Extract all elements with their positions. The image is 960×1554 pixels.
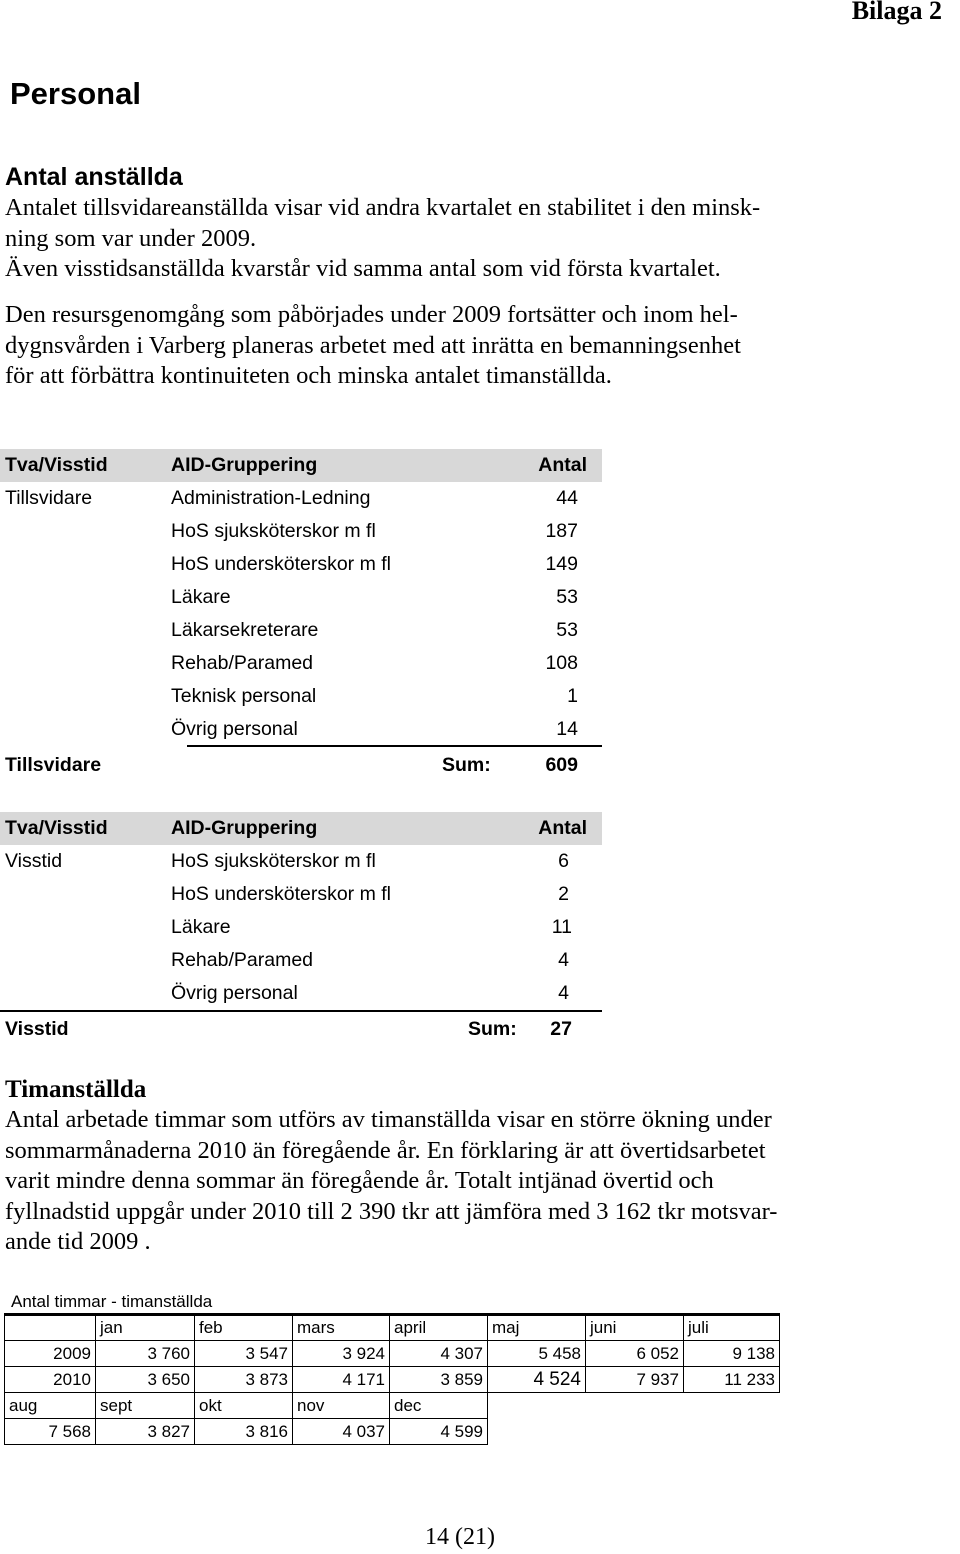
cell-group: Rehab/Paramed xyxy=(171,652,314,674)
cell-count: 4 xyxy=(558,982,569,1004)
cell-group: Läkarsekreterare xyxy=(171,619,319,641)
empty-cell xyxy=(684,1419,780,1445)
table-cell: 5 458 xyxy=(488,1341,586,1367)
sum-group-label: Tillsvidare xyxy=(5,754,102,776)
paragraph-resource-review xyxy=(5,300,741,392)
table-cell: maj xyxy=(488,1315,586,1341)
table-cell: 7 568 xyxy=(5,1419,96,1445)
page-number: 14 (21) xyxy=(425,1524,495,1550)
sum-group-label: Visstid xyxy=(5,1018,69,1040)
table-cell: aug xyxy=(5,1393,96,1419)
paragraph-line: sommarmånaderna 2010 än föregående år. En förklaring är att övertidsarbetet xyxy=(5,1136,766,1164)
page-title: Personal xyxy=(10,76,141,111)
table-row xyxy=(0,482,602,515)
cell-group: HoS sjuksköterskor m fl xyxy=(171,850,376,872)
empty-cell xyxy=(586,1419,684,1445)
cell-count: 6 xyxy=(558,850,569,872)
table-row xyxy=(5,1367,780,1393)
table-cell: 4 171 xyxy=(293,1367,390,1393)
cell-count: 14 xyxy=(556,718,578,740)
table-row xyxy=(0,515,602,548)
table-row xyxy=(0,614,602,647)
cell-group: HoS undersköterskor m fl xyxy=(171,883,391,905)
cell-group: Teknisk personal xyxy=(171,685,317,707)
table-cell: sept xyxy=(96,1393,195,1419)
paragraph-line: ning som var under 2009. xyxy=(5,224,257,252)
paragraph-line: varit mindre denna sommar än föregående år. Totalt intjänad övertid och xyxy=(5,1167,714,1194)
section-heading-timanstallda: Timanställda xyxy=(5,1076,147,1103)
cell-group: Läkare xyxy=(171,586,231,608)
paragraph-line: Den resursgenomgång som påbörjades under 2009 fortsätter och inom hel- xyxy=(5,301,738,328)
table-cell: 3 859 xyxy=(390,1367,488,1393)
cell-group: Läkare xyxy=(171,916,231,938)
tillsvidare-table xyxy=(0,449,602,776)
paragraph-line: ande tid 2009 . xyxy=(5,1228,151,1255)
empty-cell xyxy=(488,1419,586,1445)
header-type: Tva/Visstid xyxy=(5,817,108,839)
table-cell: 11 233 xyxy=(684,1367,780,1393)
sum-row xyxy=(0,749,602,782)
cell-count: 108 xyxy=(545,652,578,674)
table-cell: 3 650 xyxy=(96,1367,195,1393)
table-cell: 6 052 xyxy=(586,1341,684,1367)
cell-type: Visstid xyxy=(5,850,63,872)
table-row xyxy=(5,1315,780,1341)
cell-count: 53 xyxy=(556,586,578,608)
table-cell: 4 599 xyxy=(390,1419,488,1445)
table-row xyxy=(0,581,602,614)
table-row xyxy=(5,1393,780,1419)
table-cell: 3 547 xyxy=(195,1341,293,1367)
cell-count: 2 xyxy=(558,883,569,905)
table-cell xyxy=(5,1315,96,1341)
table-cell: dec xyxy=(390,1393,488,1419)
table-row xyxy=(0,548,602,581)
hours-table-caption: Antal timmar - timanställda xyxy=(11,1292,213,1311)
cell-count: 149 xyxy=(545,553,578,575)
cell-group: HoS undersköterskor m fl xyxy=(171,553,391,575)
table-cell: 3 827 xyxy=(96,1419,195,1445)
sum-divider xyxy=(187,745,602,747)
cell-count: 187 xyxy=(545,520,578,542)
table-cell: mars xyxy=(293,1315,390,1341)
sum-row xyxy=(0,1013,602,1046)
sum-value: 27 xyxy=(550,1018,572,1040)
cell-count: 1 xyxy=(567,685,578,707)
header-type: Tva/Visstid xyxy=(5,454,108,476)
table-row xyxy=(0,878,602,911)
table-header-row xyxy=(0,812,602,845)
empty-cell xyxy=(488,1393,586,1419)
table-cell: jan xyxy=(96,1315,195,1341)
paragraph-stability xyxy=(5,193,760,285)
cell-group: HoS sjuksköterskor m fl xyxy=(171,520,376,542)
table-row xyxy=(0,647,602,680)
table-row xyxy=(0,911,602,944)
cell-type: Tillsvidare xyxy=(5,487,93,509)
table-cell: april xyxy=(390,1315,488,1341)
cell-group: Övrig personal xyxy=(171,718,298,740)
sum-divider xyxy=(0,1010,602,1012)
empty-cell xyxy=(684,1393,780,1419)
table-cell: 7 937 xyxy=(586,1367,684,1393)
table-cell: 2010 xyxy=(5,1367,96,1393)
table-row xyxy=(0,713,602,746)
table-cell: 9 138 xyxy=(684,1341,780,1367)
paragraph-line: Antal arbetade timmar som utförs av timanställda visar en större ökning under xyxy=(5,1106,772,1133)
table-row xyxy=(5,1341,780,1367)
sum-label: Sum: xyxy=(468,1018,517,1040)
table-cell: 4 037 xyxy=(293,1419,390,1445)
table-cell: juni xyxy=(586,1315,684,1341)
sum-value: 609 xyxy=(545,754,578,776)
table-row xyxy=(5,1419,780,1445)
paragraph-hourly-staff xyxy=(5,1105,777,1258)
table-cell: nov xyxy=(293,1393,390,1419)
paragraph-line: fyllnadstid uppgår under 2010 till 2 390 tkr att jämföra med 3 162 tkr motsvar- xyxy=(5,1197,778,1225)
cell-group: Övrig personal xyxy=(171,982,298,1004)
appendix-label: Bilaga 2 xyxy=(851,0,942,25)
cell-count: 53 xyxy=(556,619,578,641)
section-heading-antal-anstallda: Antal anställda xyxy=(5,163,183,191)
paragraph-line: Även visstidsanställda kvarstår vid samma antal som vid första kvartalet. xyxy=(5,255,721,282)
cell-count: 11 xyxy=(551,916,572,938)
table-cell: 4 307 xyxy=(390,1341,488,1367)
table-cell: 2009 xyxy=(5,1341,96,1367)
table-cell: juli xyxy=(684,1315,780,1341)
cell-group: Rehab/Paramed xyxy=(171,949,314,971)
header-count: Antal xyxy=(538,454,587,476)
sum-label: Sum: xyxy=(442,754,491,776)
table-row xyxy=(0,977,602,1010)
cell-count: 44 xyxy=(556,487,578,509)
visstid-table xyxy=(0,812,602,1040)
table-cell: 3 873 xyxy=(195,1367,293,1393)
table-header-row xyxy=(0,449,602,482)
header-group: AID-Gruppering xyxy=(171,454,318,476)
table-row xyxy=(0,944,602,977)
paragraph-line: för att förbättra kontinuiteten och minska antalet timanställda. xyxy=(5,362,612,389)
empty-cell xyxy=(586,1393,684,1419)
table-row xyxy=(0,845,602,878)
table-row xyxy=(0,680,602,713)
table-cell: 3 816 xyxy=(195,1419,293,1445)
cell-group: Administration-Ledning xyxy=(171,487,371,509)
table-cell: feb xyxy=(195,1315,293,1341)
table-cell: okt xyxy=(195,1393,293,1419)
hours-table xyxy=(4,1313,780,1445)
table-cell: 4 524 xyxy=(488,1367,586,1393)
cell-count: 4 xyxy=(558,949,569,971)
paragraph-line: dygnsvården i Varberg planeras arbetet med att inrätta en bemanningsenhet xyxy=(5,331,741,359)
table-cell: 3 924 xyxy=(293,1341,390,1367)
header-group: AID-Gruppering xyxy=(171,817,318,839)
table-cell: 3 760 xyxy=(96,1341,195,1367)
paragraph-line: Antalet tillsvidareanställda visar vid andra kvartalet en stabilitet i den minsk- xyxy=(5,194,761,221)
header-count: Antal xyxy=(538,817,587,839)
